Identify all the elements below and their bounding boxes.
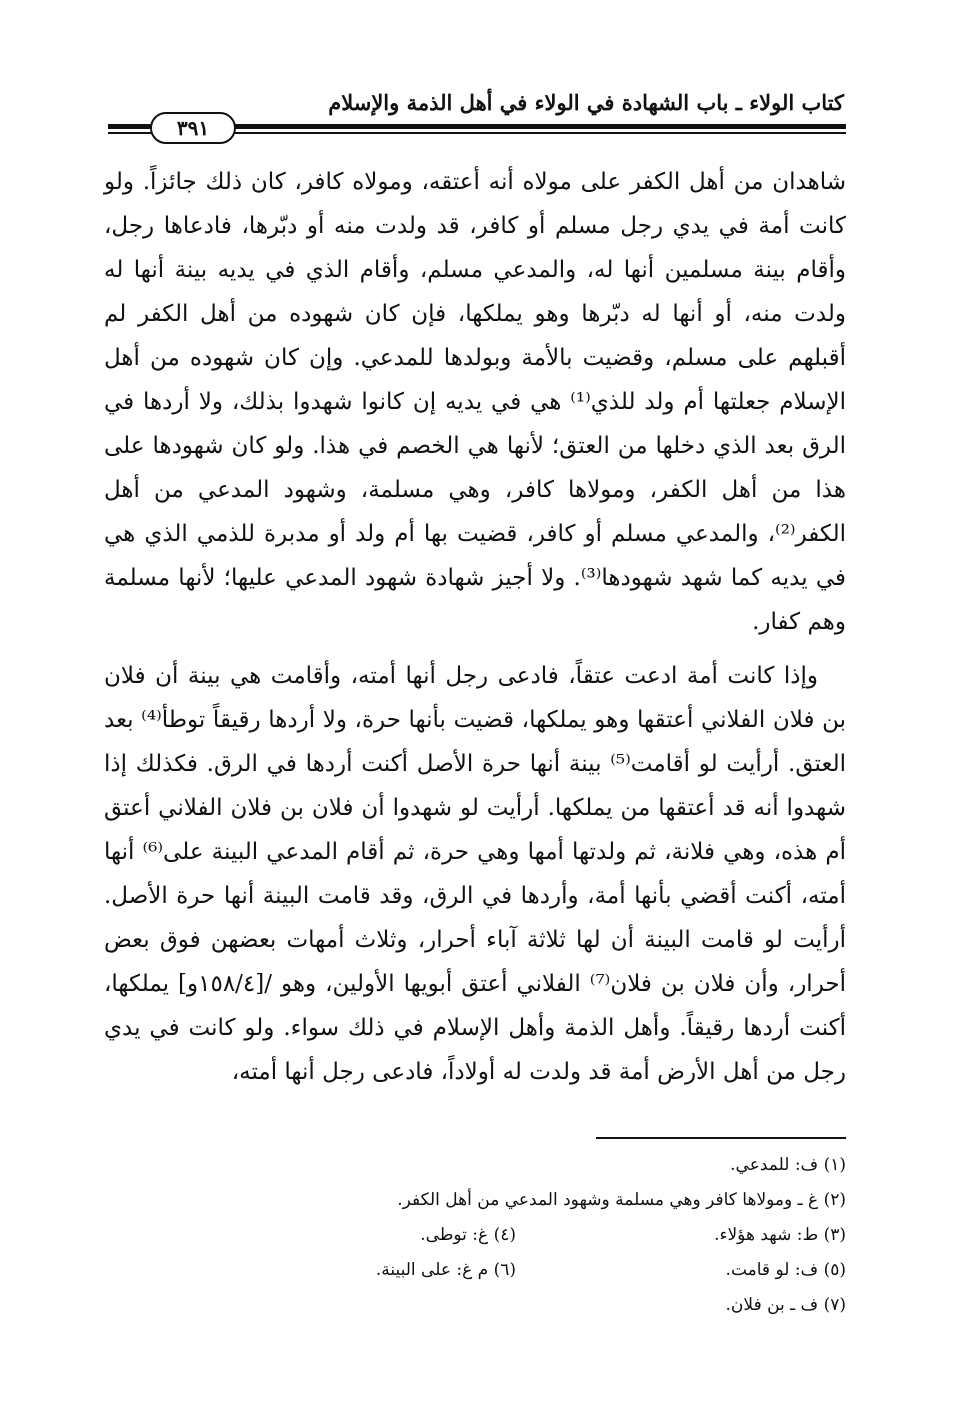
footnote-6: (٦) م غ: على البينة.: [375, 1260, 516, 1280]
footnote-row: [104, 1288, 846, 1323]
footnote-7: (٧) ف ـ بن فلان.: [725, 1295, 846, 1315]
paragraph-2: وإذا كانت أمة ادعت عتقاً، فادعى رجل أنها أمته، وأقامت هي بينة أن فلان بن فلان الفلاني أعتقها وهو يملكها، قضيت بأنها حرة، ولا أردها رقيقاً توطأ⁽⁴⁾ بعد العتق. أرأيت لو أقامت⁽⁵⁾ بينة أنها حرة الأصل أكنت أردها في الرق. فكذلك إذا شهدوا أنه قد أعتقها من يملكها. أرأيت لو شهدوا أن فلان بن فلان الفلاني أعتق أم هذه، وهي فلانة، ثم ولدتها أمها وهي حرة، ثم أقام المدعي البينة على⁽⁶⁾ أنها أمته، أكنت أقضي بأنها أمة، وأردها في الرق، وقد قامت البينة أنها حرة الأصل. أرأيت لو قامت البينة أن لها ثلاثة آباء أحرار، وثلاث أمهات بعضهن فوق بعض أحرار، وأن فلان بن فلان⁽⁷⁾ الفلاني أعتق أبويها الأولين، وهو /[١٥٨/٤و] يملكها، أكنت أردها رقيقاً. وأهل الذمة وأهل الإسلام في ذلك سواء. ولو كانت في يدي رجل من أهل الأرض أمة قد ولدت له أولاداً، فادعى رجل أنها أمته،: [104, 663, 847, 1085]
footnote-1: (١) ف: للمدعي.: [730, 1155, 846, 1175]
footnote-row: [104, 1253, 846, 1288]
footnote-4: (٤) غ: توطى.: [420, 1225, 516, 1245]
page-number: ٣٩١: [150, 112, 236, 144]
main-text: [104, 160, 846, 1094]
footnote-5: (٥) ف: لو قامت.: [725, 1260, 846, 1280]
footnote-2: (٢) غ ـ ومولاها كافر وهي مسلمة وشهود المدعي من أهل الكفر.: [397, 1190, 846, 1210]
footnote-row: [104, 1218, 846, 1253]
footnote-separator: [596, 1137, 846, 1139]
footnotes: [104, 1148, 846, 1323]
paragraph-1: شاهدان من أهل الكفر على مولاه أنه أعتقه، ومولاه كافر، كان ذلك جائزاً. ولو كانت أمة في يدي رجل مسلم أو كافر، قد ولدت منه أو دبّرها، فادعاها رجل، وأقام بينة مسلمين أنها له، والمدعي مسلم، وأقام الذي في يديه بينة أنها له ولدت منه، أو أنها له دبّرها وهو يملكها، فإن كان شهوده من أهل الكفر لم أقبلهم على مسلم، وقضيت بالأمة وبولدها للمدعي. وإن كان شهوده من أهل الإسلام جعلتها أم ولد للذي⁽¹⁾ هي في يديه إن كانوا شهدوا بذلك، ولا أردها في الرق بعد الذي دخلها من العتق؛ لأنها هي الخصم في هذا. ولو كان شهودها على هذا من أهل الكفر، ومولاها كافر، وهي مسلمة، وشهود المدعي من أهل الكفر⁽²⁾، والمدعي مسلم أو كافر، قضيت بها أم ولد أو مدبرة للذمي الذي هي في يديه كما شهد شهودها⁽³⁾. ولا أجيز شهادة شهود المدعي عليها؛ لأنها مسلمة وهم كفار.: [104, 169, 846, 635]
footnote-row: [104, 1183, 846, 1218]
footnote-3: (٣) ط: شهد هؤلاء.: [714, 1225, 846, 1245]
running-title: كتاب الولاء ـ باب الشهادة في الولاء في أهل الذمة والإسلام: [328, 90, 844, 115]
footnote-row: [104, 1148, 846, 1183]
